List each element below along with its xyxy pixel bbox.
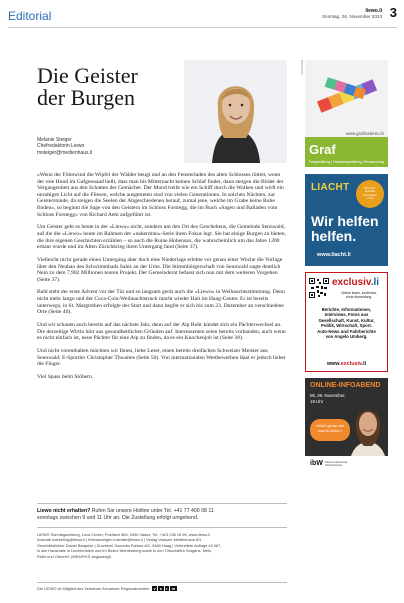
badge-line: Spenden: [364, 190, 376, 194]
url-prefix: www.: [326, 361, 341, 367]
graf-logo: Graf: [309, 142, 336, 157]
headline-line: helfen.: [311, 228, 357, 244]
ads-label: ANZEIGEN: [300, 60, 304, 76]
infoabend-quote: [310, 419, 350, 441]
headline-line: Wir helfen: [311, 213, 379, 229]
liacht-badge: [356, 180, 384, 208]
ibw-logo: ibW: [310, 460, 323, 467]
title-line-2: der Burgen: [37, 85, 135, 110]
author-role: Chefredaktorin Liewo: [37, 143, 85, 150]
article-paragraph: Um Geister geht es heute in der «Liewo» nicht, sondern um den Ort des Geschehens, die Gemeinde Sennwald, auf die die «Liewo» heute im Rahmen der «naherdran»-Serie ihren Fokus legt. Sie hat einige Burgen zu bieten, die ihre eigenen Geschichten erzählen – so auch die Ruine Hohensax, die wahrscheinlich um das Jahre 1200 erbaut wurde und im Alten Zürichkrieg ihren Untergang fand (Seite 37).: [37, 224, 286, 251]
imprint-line: in alle Haushalte in Liechtenstein und im Bezirk Werdenberg sowie in den Ortschaften Sargans, Mels,: [37, 548, 212, 554]
date-line: Mi, 29. November,: [310, 393, 346, 398]
liacht-url[interactable]: www.liacht.li: [317, 252, 351, 258]
author-portrait: [184, 60, 287, 163]
infoabend-date: [310, 393, 346, 404]
ad-graf-malerei[interactable]: [305, 60, 388, 167]
article-paragraph: Bald steht der erste Advent vor der Tür und so langsam gerät auch die «Liewo» in Weihnachtsstimmung. Denn nicht mehr lange und der Coca-Cola-Weihnachtstruck macht wieder Halt im Haag-Center. Er ist bereits unterwegs, in St. Margrethen erfolgte der Start und dann begibt er sich bis zum 23. Dezember an verschiedene Orte (Seite 40).: [37, 289, 285, 316]
ad-online-infoabend[interactable]: [305, 378, 388, 470]
vsrm-letter: r: [166, 586, 168, 591]
membership-text: Die LIEWO ist Mitglied des Verbands Schweizer Regionalmedien: [37, 586, 150, 591]
logo-main: exclusiv: [332, 277, 371, 288]
issue-date: Sonntag, 26. November 2023: [321, 14, 382, 19]
badge-line: in Not: [366, 197, 374, 201]
qr-code-icon: [309, 278, 329, 298]
url-suffix: .li: [361, 361, 367, 367]
topic-line: Politik, Wirtschaft, Sport.: [320, 323, 373, 329]
graf-url[interactable]: www.grafmalerei.ch: [345, 131, 384, 136]
topic-line: Berichte, Informationen,: [321, 307, 372, 312]
footer-divider: [37, 582, 287, 583]
vsrm-letter: m: [171, 586, 176, 591]
vsrm-letter: s: [159, 586, 162, 591]
ad-liacht[interactable]: [305, 174, 388, 266]
brand-name: liewo.li: [365, 8, 382, 14]
footer-divider: [37, 503, 287, 504]
badge-line: für Familien: [363, 193, 377, 197]
date-line: 19 Uhr: [310, 398, 324, 404]
article-paragraph: Und nicht vorenthalten möchten wir Ihnen, liebe Leser, einen bereits dreifachen Schweizer Meister aus Sennwald: E-Sportler Christopher Thwaites (Seite 50). Von internationalen Wettbewerben lässt er jedoch lieber die Finger.: [37, 348, 286, 368]
ibw-subtitle: [325, 461, 348, 467]
article-body: [37, 172, 287, 387]
imprint-line: Geschäftsführer Daniel Bargetze | Druckerei Somedia Partner AG, 9469 Haag | Verbreitete Auflage 43 087,: [37, 542, 222, 548]
exclusiv-logo: [332, 277, 379, 288]
ibw-sub-line: Südostschweiz: [325, 463, 343, 467]
liacht-logo: LIACHT: [311, 182, 350, 193]
title-line-1: Die Geister: [37, 63, 138, 88]
logo-suffix: .li: [370, 277, 380, 288]
exclusiv-topics: [309, 307, 384, 339]
article-paragraph: Und wir schauen auch bereits auf das nächste Jahr, denn auf der Alp Rohr kündet sich ein Pächterwechsel an. Die derzeitige Wirtin hört aus gesundheitlichen Gründen auf. Interessenten seien bereits vorhanden, auch wenn es nicht einfach ist, neue Pächter für eine Alp zu finden, da es ein Knochenjob ist (Seite 38).: [37, 322, 286, 342]
masthead-info: [322, 8, 382, 20]
subtitle-line: ohne Anmeldung.: [345, 295, 373, 299]
imprint-line: Rüthi und Oberriet. (WEMF/KS-beglaubigt): [37, 553, 111, 559]
topic-line: Auto-News und Fahrberichte: [317, 328, 376, 334]
quote-line: was du fühlst.»: [318, 428, 342, 433]
delivery-hotline: [37, 508, 287, 521]
liacht-headline: [311, 214, 379, 244]
exclusiv-subtitle: [332, 291, 386, 299]
hotline-hours: sonntags zwischen 9 und 11 Uhr an. Die Zustellung erfolgt umgehend.: [37, 514, 199, 521]
subtitle-line: Online lesen, kostenlos,: [341, 291, 377, 295]
vsrm-letter: v: [153, 586, 156, 591]
ad-exclusiv[interactable]: [305, 272, 388, 372]
hotline-text: Rufen Sie unsere Hotline unter Tel. +41 77 400 08 11: [90, 508, 214, 514]
graf-tagline: Farbgestaltung | Fassadengestaltung | Restaurierung: [309, 160, 385, 164]
membership-note: [37, 586, 177, 591]
imprint-line: LIEWO Sonntagszeitung, Lova Center, Postfach 884, 9490 Vaduz, Tel. +423 236 16 96, www.liewo.li: [37, 532, 210, 537]
url-main: exclusiv: [340, 361, 362, 367]
imprint-line: Inserate marketing@liewo.li | Kleinanzeigen inserate@liewo.li | Verlag Vaduzer Medienhaus AG: [37, 537, 202, 543]
badge-line: Bis 24.12.: [364, 187, 376, 190]
topic-line: Interviews, Fotos aus: [324, 312, 369, 318]
hotline-question: Liewo nicht erhalten?: [37, 508, 91, 514]
vsrm-logo: [152, 586, 177, 591]
footer-divider: [37, 527, 287, 528]
imprint: [37, 532, 287, 559]
page-number: 3: [389, 5, 397, 20]
ibw-sub-line: Höhere Fachschule: [325, 460, 348, 464]
author-block: [37, 137, 92, 156]
topic-line: Gesellschaft, Kunst, Kultur,: [318, 317, 375, 323]
section-title: Editorial: [8, 9, 52, 23]
author-name: Melanie Steiger: [37, 137, 72, 143]
infoabend-headline: ONLINE-INFOABEND: [310, 382, 381, 389]
paint-swatch-icon: [305, 60, 388, 130]
exclusiv-url[interactable]: [306, 361, 387, 367]
author-email[interactable]: msteiger@medienhaus.li: [37, 149, 93, 156]
quote-line: «Mach genau das: [315, 424, 345, 428]
topic-line: von Angelo Umberg.: [325, 334, 368, 340]
article-paragraph: «Wenn der Föhnwind die Wipfel der Wälder beugt und an den Fensterladen des alten Schlosses rüttelt, wenn der rote Hund im Gafgennaad bellt, dass man bis Mitternacht keinen Schlaf findet, dann steigen die Bilder der Vergangenheit aus den Schatten der Gemächer. Der Mond treibt wie ein Schiff durch die Wolken und wirft ein unruhiges Licht auf die Fliesen, welche ausgetreten sind von vielen Generationen. In solchen Nächten, zur Geisterstunde, da steigen die Seelen der Abgeschiedenen herauf, zumal jene, welche im Grabe keine Ruhe finden», so beginnt die Sage von den Geistern im Schloss Forstegg, die im Buch «Sagen und Balladen vom Schloss Forstegg» von Richard Aebi aufgeführt ist.: [37, 172, 284, 218]
header-divider: [8, 27, 397, 28]
article-signoff: Viel Spass beim Stöbern.: [37, 373, 94, 380]
article-paragraph: Vielleicht nicht gerade einen Untergang aber doch eine Niederlage erlebte vor genau einer Woche die Vorlage über den Neubau des Schwimmbads Salez an der Urne. Die Stimmbürgerschaft von Sennwald sagte deutlich Nein zu dem 7,982 Millionen teuren Projekt. Der Gemeinderat befasst sich nun mit dem weiteren Vorgehen (Seite 37).: [37, 256, 283, 283]
article-title: [37, 65, 177, 109]
